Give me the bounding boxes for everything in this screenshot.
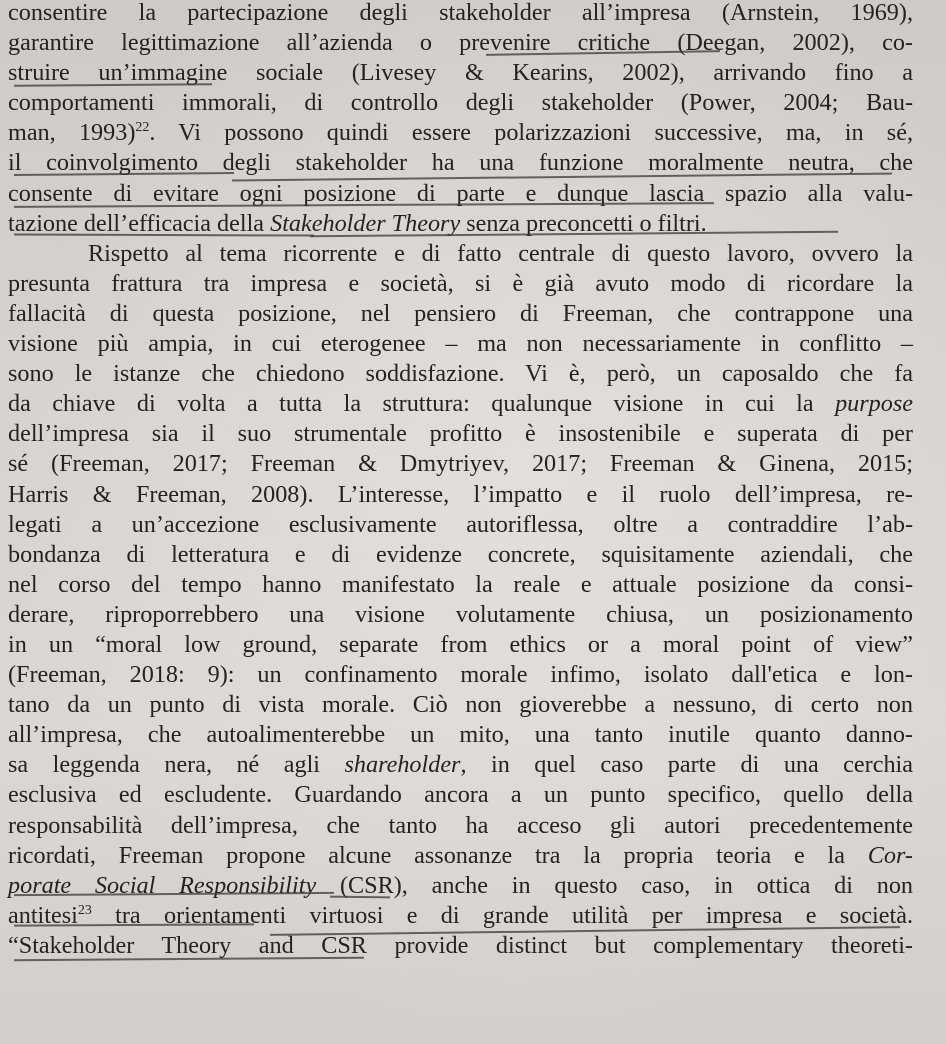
text-line [8,359,913,389]
text-segment: sé (Freeman, 2017; Freeman & Dmytriyev, 2017; Freeman & Ginena, 2015; [8,450,913,478]
text-segment: ricordati, Freeman propone alcune assonanze tra la propria teoria e la [8,841,868,869]
text-segment: struire un’immagine sociale (Livesey & Kearins, 2002), arrivando fino a [8,59,913,87]
italic-term-shareholder: shareholder [344,751,461,779]
text-segment: , in quel caso parte di una cerchia [460,751,913,779]
text-line [8,690,913,720]
text-line [8,540,913,570]
text-line [8,931,913,961]
text-segment: derare, riproporrebbero una visione volutamente chiusa, un posizionamento [8,600,913,628]
text-segment: tra orientamenti virtuosi e di grande utilità per impresa e società. [91,901,913,929]
text-line [8,299,913,329]
footnote-ref-23[interactable]: 23 [77,902,92,918]
text-segment: dell’impresa sia il suo strumentale profitto è insostenibile e superata di per [8,420,913,448]
text-line [8,630,913,660]
text-line [8,480,913,510]
text-segment: fallacità di questa posizione, nel pensiero di Freeman, che contrappone una [8,299,913,327]
text-segment: (CSR), anche in questo caso, in ottica di non [316,871,914,899]
text-segment: nel corso del tempo hanno manifestato la reale e attuale posizione da consi- [8,570,913,598]
italic-term-purpose: purpose [835,390,913,418]
text-segment: bondanza di letteratura e di evidenze concrete, squisitamente aziendali, che [8,540,913,568]
text-segment: (Freeman, 2018: 9): un confinamento morale infimo, isolato dall'etica e lon- [8,661,913,689]
text-line [8,389,913,419]
text-line [8,660,913,690]
text-line [8,510,913,540]
text-line [8,88,913,118]
text-line [8,419,913,449]
page-text [8,0,913,961]
text-line [8,750,913,780]
text-segment: man, 1993) [8,119,136,147]
text-segment: consente di evitare ogni posizione di parte e dunque lascia spazio alla valu- [8,179,913,207]
text-line [8,0,913,28]
text-segment: responsabilità dell’impresa, che tanto ha acceso gli autori precedentemente [8,811,913,839]
text-segment: garantire legittimazione all’azienda o prevenire critiche (Deegan, 2002), co- [8,29,913,57]
text-line [8,239,913,269]
italic-term-csr-end: porate Social Responsibility [8,871,317,899]
text-line [8,811,913,841]
text-segment: esclusiva ed escludente. Guardando ancora a un punto specifico, quello della [8,781,913,809]
text-line [8,269,913,299]
text-segment: presunta frattura tra impresa e società, si è già avuto modo di ricordare la [8,269,913,297]
text-segment: “Stakeholder Theory and CSR provide distinct but complementary theoreti- [8,931,913,959]
text-line [8,841,913,871]
text-line [8,871,913,901]
text-line [8,901,913,931]
text-segment: tano da un punto di vista morale. Ciò non gioverebbe a nessuno, di certo non [8,691,913,719]
text-segment: il coinvolgimento degli stakeholder ha una funzione moralmente neutra, che [8,149,913,177]
text-line [8,600,913,630]
footnote-ref-22[interactable]: 22 [135,120,150,136]
text-line [8,780,913,810]
text-segment: sono le istanze che chiedono soddisfazione. Vi è, però, un caposaldo che fa [8,360,913,388]
italic-term-stakeholder-theory: Stakeholder Theory [270,209,461,237]
text-segment: comportamenti immorali, di controllo degli stakeholder (Power, 2004; Bau- [8,89,913,117]
text-segment: da chiave di volta a tutta la struttura: qualunque visione in cui la [8,390,836,418]
text-segment: all’impresa, che autoalimenterebbe un mito, una tanto inutile quanto danno- [8,721,913,749]
text-segment: sa leggenda nera, né agli [8,751,345,779]
text-line [8,720,913,750]
italic-term-csr-start: Cor- [867,841,913,869]
text-segment: in un “moral low ground, separate from ethics or a moral point of view” [8,630,913,658]
text-segment: consentire la partecipazione degli stakeholder all’impresa (Arnstein, 1969), [8,0,913,26]
text-line [8,118,913,148]
text-line [8,28,913,58]
text-line [8,449,913,479]
text-segment: senza preconcetti o filtri. [460,209,707,237]
text-line [8,329,913,359]
text-segment: Harris & Freeman, 2008). L’interesse, l’impatto e il ruolo dell’impresa, re- [8,480,913,508]
text-line [8,570,913,600]
text-segment: Rispetto al tema ricorrente e di fatto centrale di questo lavoro, ovvero la [88,239,913,267]
text-segment: . Vi possono quindi essere polarizzazioni successive, ma, in sé, [149,119,913,147]
text-segment: legati a un’accezione esclusivamente autoriflessa, oltre a contraddire l’ab- [8,510,913,538]
text-segment: visione più ampia, in cui eterogenee – ma non necessariamente in conflitto – [8,330,913,358]
text-segment: antitesi [8,901,78,929]
text-segment: tazione dell’efficacia della [8,209,271,237]
